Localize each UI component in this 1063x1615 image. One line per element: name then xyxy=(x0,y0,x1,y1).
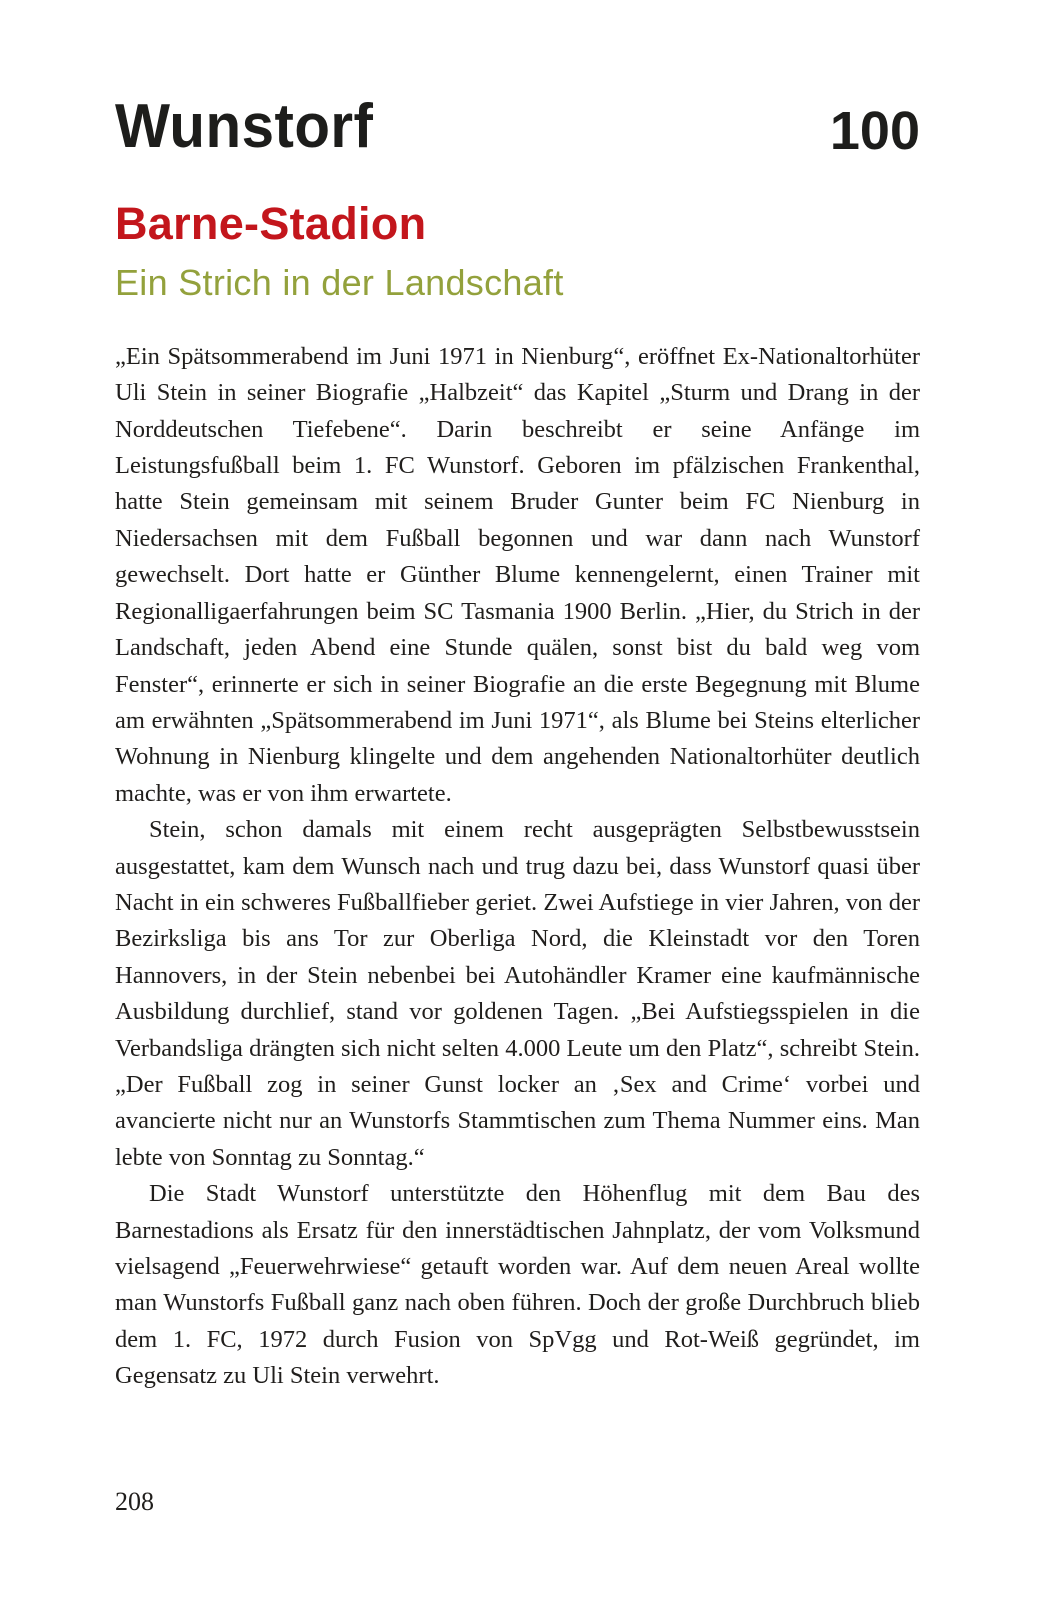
paragraph-1: „Ein Spätsommerabend im Juni 1971 in Nienburg“, eröffnet Ex-Nationaltorhüter Uli Stein in seiner Biografie „Halbzeit“ das Kapitel „Sturm und Drang in der Norddeutschen Tiefebene“. Darin beschreibt er seine Anfänge im Leistungsfußball beim 1. FC Wunstorf. Geboren im pfälzischen Frankenthal, hatte Stein gemeinsam mit seinem Bruder Gunter beim FC Nienburg in Niedersachsen mit dem Fußball begonnen und war dann nach Wunstorf gewechselt. Dort hatte er Günther Blume kennengelernt, einen Trainer mit Regionalligaerfahrungen beim SC Tasmania 1900 Berlin. „Hier, du Strich in der Landschaft, jeden Abend eine Stunde quälen, sonst bist du bald weg vom Fenster“, erinnerte er sich in seiner Biografie an die erste Begegnung mit Blume am erwähnten „Spätsommerabend im Juni 1971“, als Blume bei Steins elterlicher Wohnung in Nienburg klingelte und dem angehenden Nationaltorhüter deutlich machte, was er von ihm erwartete. xyxy=(115,342,920,807)
body-text xyxy=(115,339,920,1395)
section-subheading: Ein Strich in der Landschaft xyxy=(115,262,564,304)
chapter-title: Wunstorf xyxy=(115,92,374,161)
page-number: 208 xyxy=(115,1487,154,1516)
paragraph-3: Die Stadt Wunstorf unterstützte den Höhenflug mit dem Bau des Barnestadions als Ersatz für den innerstädtischen Jahnplatz, der vom Volksmund vielsagend „Feuerwehrwiese“ getauft worden war. Auf dem neuen Areal wollte man Wunstorfs Fußball ganz nach oben führen. Doch der große Durchbruch blieb dem 1. FC, 1972 durch Fusion von SpVgg und Rot-Weiß gegründet, im Gegensatz zu Uli Stein verwehrt. xyxy=(115,1180,920,1390)
chapter-number: 100 xyxy=(829,101,920,161)
paragraph-2: Stein, schon damals mit einem recht ausgeprägten Selbstbewusstsein ausgestattet, kam dem Wunsch nach und trug dazu bei, dass Wunstorf quasi über Nacht in ein schweres Fußballfieber geriet. Zwei Aufstiege in vier Jahren, von der Bezirksliga bis ans Tor zur Oberliga Nord, die Kleinstadt vor den Toren Hannovers, in der Stein nebenbei bei Autohändler Kramer eine kaufmännische Ausbildung durchlief, stand vor goldenen Tagen. „Bei Aufstiegsspielen in die Verbandsliga drängten sich nicht selten 4.000 Leute um den Platz“, schreibt Stein. „Der Fußball zog in seiner Gunst locker an ‚Sex and Crime‘ vorbei und avancierte nicht nur an Wunstorfs Stammtischen zum Thema Nummer eins. Man lebte von Sonntag zu Sonntag.“ xyxy=(115,816,920,1171)
page-header xyxy=(115,92,920,161)
section-heading: Barne-Stadion xyxy=(115,198,427,249)
